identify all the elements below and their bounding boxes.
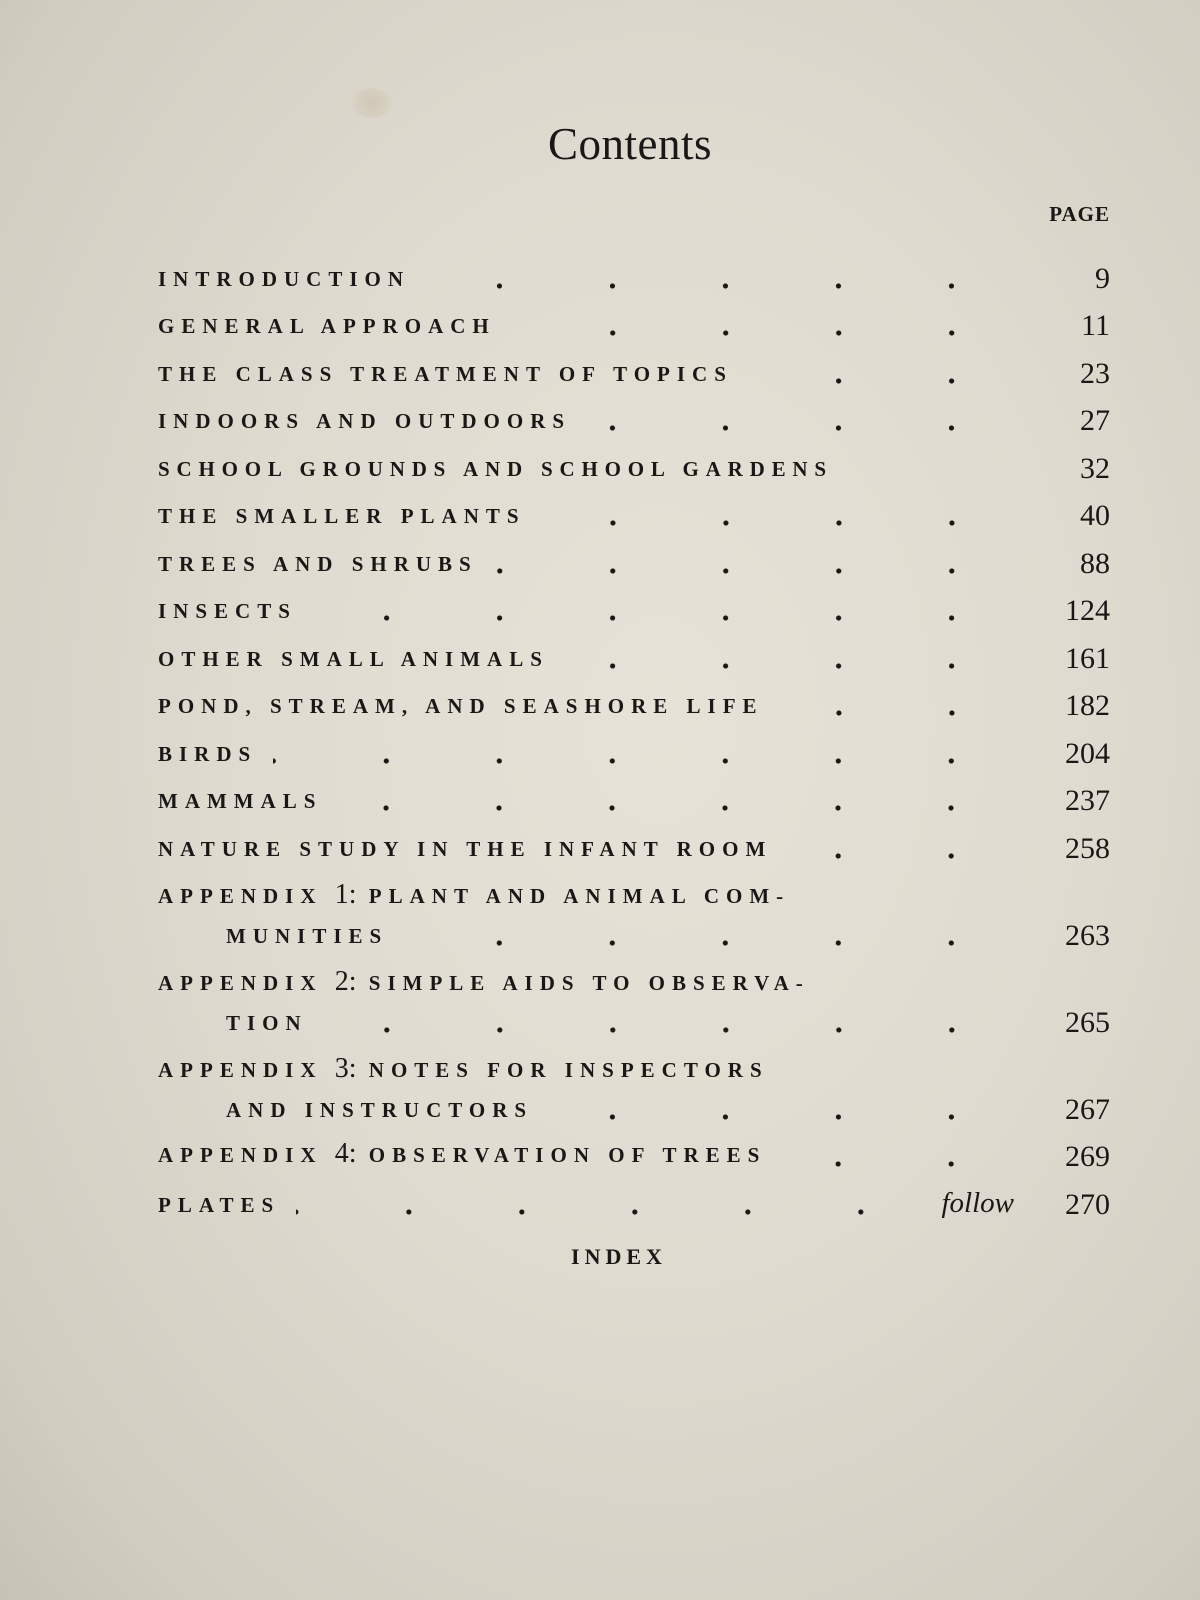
toc-entry-other-small-animals — [158, 628, 1110, 676]
toc-entry-page: 124 — [1065, 594, 1110, 627]
toc-entry-appendix-2 — [158, 953, 1110, 1040]
toc-entry-title: GENERAL APPROACH — [158, 314, 496, 338]
toc-entry-page: 27 — [1080, 404, 1110, 437]
toc-entry-insects — [158, 581, 1110, 629]
toc-entry-page: 258 — [1065, 831, 1110, 865]
toc-entry-title: POND, STREAM, AND SEASHORE LIFE — [158, 694, 764, 718]
toc-entry-page: 161 — [1065, 641, 1110, 675]
toc-entry-birds — [158, 723, 1110, 771]
dot-leader — [324, 1014, 1008, 1034]
toc-entry-page: 23 — [1080, 356, 1110, 390]
toc-entry-mammals — [158, 771, 1110, 819]
appendix-prefix: APPENDIX — [158, 1057, 323, 1082]
toc-list — [158, 248, 1110, 1222]
toc-entry-appendix-4 — [158, 1127, 1110, 1175]
dot-leader — [296, 1196, 917, 1216]
dot-leader — [782, 1148, 1008, 1168]
dot-leader — [273, 745, 1008, 765]
toc-entry-page: 267 — [1065, 1092, 1110, 1126]
index-label: INDEX — [571, 1244, 667, 1269]
toc-entry-title-line2 — [158, 1006, 1110, 1040]
dot-leader — [549, 1101, 1008, 1121]
toc-entry-page: 88 — [1080, 546, 1110, 580]
paper-stain — [352, 88, 392, 118]
toc-entry-page: 182 — [1065, 689, 1110, 722]
dot-leader — [313, 602, 1008, 622]
toc-entry-title: TREES AND SHRUBS — [158, 551, 478, 576]
toc-entry-infant-room — [158, 818, 1110, 866]
dot-leader — [849, 460, 1008, 480]
dot-leader — [587, 412, 1008, 432]
toc-entry-title-line2 — [158, 1093, 1110, 1127]
toc-entry-introduction — [158, 248, 1110, 296]
toc-entry-title-line1 — [158, 966, 1110, 1006]
toc-entry-page: 265 — [1065, 1005, 1110, 1039]
toc-entry-page: 269 — [1065, 1140, 1110, 1173]
toc-entry-title: THE CLASS TREATMENT OF TOPICS — [158, 361, 733, 386]
appendix-title-continued: AND INSTRUCTORS — [226, 1097, 534, 1122]
toc-entry-page: 204 — [1065, 736, 1110, 770]
toc-entry-plates — [158, 1174, 1110, 1222]
toc-entry-school-grounds — [158, 438, 1110, 486]
toc-entry-title: NATURE STUDY IN THE INFANT ROOM — [158, 836, 773, 861]
toc-entry-title-line2 — [158, 919, 1110, 953]
page-column-label: PAGE — [1049, 202, 1110, 226]
plates-note: follow — [941, 1186, 1014, 1219]
dot-leader — [565, 650, 1008, 670]
appendix-title-continued: TION — [226, 1010, 308, 1035]
toc-entry-page: 32 — [1080, 451, 1110, 485]
toc-entry-indoors-outdoors — [158, 391, 1110, 439]
dot-leader — [512, 317, 1008, 337]
toc-entry-page: 237 — [1065, 784, 1110, 817]
toc-entry-page: 263 — [1065, 918, 1110, 952]
toc-entry-general-approach — [158, 296, 1110, 344]
toc-entry-title — [158, 1138, 766, 1174]
toc-entry-trees-shrubs — [158, 533, 1110, 581]
toc-entry-title: SCHOOL GROUNDS AND SCHOOL GARDENS — [158, 456, 833, 481]
dot-leader — [494, 555, 1008, 575]
dot-leader — [338, 792, 1008, 812]
appendix-number: 4: — [334, 1138, 357, 1169]
toc-entry-title: INSECTS — [158, 599, 297, 623]
toc-entry-title: BIRDS — [158, 741, 258, 766]
dot-leader — [426, 270, 1008, 290]
dot-leader — [780, 697, 1008, 717]
toc-entry-title: MAMMALS — [158, 789, 323, 813]
appendix-title: SIMPLE AIDS TO OBSERVA- — [368, 970, 810, 995]
appendix-title-continued: MUNITIES — [226, 923, 389, 948]
appendix-number: 3: — [334, 1052, 357, 1084]
toc-entry-pond-stream-seashore — [158, 676, 1110, 724]
toc-entry-title-line1 — [158, 879, 1110, 919]
toc-entry-page: 9 — [1095, 261, 1110, 295]
appendix-prefix: APPENDIX — [158, 1143, 323, 1167]
toc-entry-page: 11 — [1081, 309, 1110, 342]
toc-entry-page: 270 — [1065, 1187, 1110, 1221]
appendix-title: OBSERVATION OF TREES — [368, 1143, 767, 1167]
toc-entry-smaller-plants — [158, 486, 1110, 534]
toc-entry-title: INDOORS AND OUTDOORS — [158, 409, 572, 433]
toc-entry-page: 40 — [1080, 499, 1110, 532]
appendix-prefix: APPENDIX — [158, 883, 323, 908]
page-title: Contents — [547, 119, 712, 169]
toc-entry-title: OTHER SMALL ANIMALS — [158, 646, 549, 671]
appendix-number: 2: — [334, 965, 357, 997]
toc-entry-title: THE SMALLER PLANTS — [158, 504, 526, 528]
appendix-number: 1: — [334, 878, 357, 910]
toc-entry-appendix-1 — [158, 866, 1110, 953]
toc-entry-title: INTRODUCTION — [158, 266, 411, 291]
dot-leader — [404, 927, 1008, 947]
dot-leader — [542, 507, 1008, 527]
appendix-title: PLANT AND ANIMAL COM- — [368, 883, 791, 908]
dot-leader — [749, 365, 1008, 385]
toc-entry-appendix-3 — [158, 1040, 1110, 1127]
toc-entry-class-treatment — [158, 343, 1110, 391]
toc-entry-title-line1 — [158, 1053, 1110, 1093]
dot-leader — [788, 840, 1008, 860]
appendix-prefix: APPENDIX — [158, 970, 323, 995]
appendix-title: NOTES FOR INSPECTORS — [368, 1057, 769, 1082]
toc-entry-title: PLATES — [158, 1192, 281, 1217]
